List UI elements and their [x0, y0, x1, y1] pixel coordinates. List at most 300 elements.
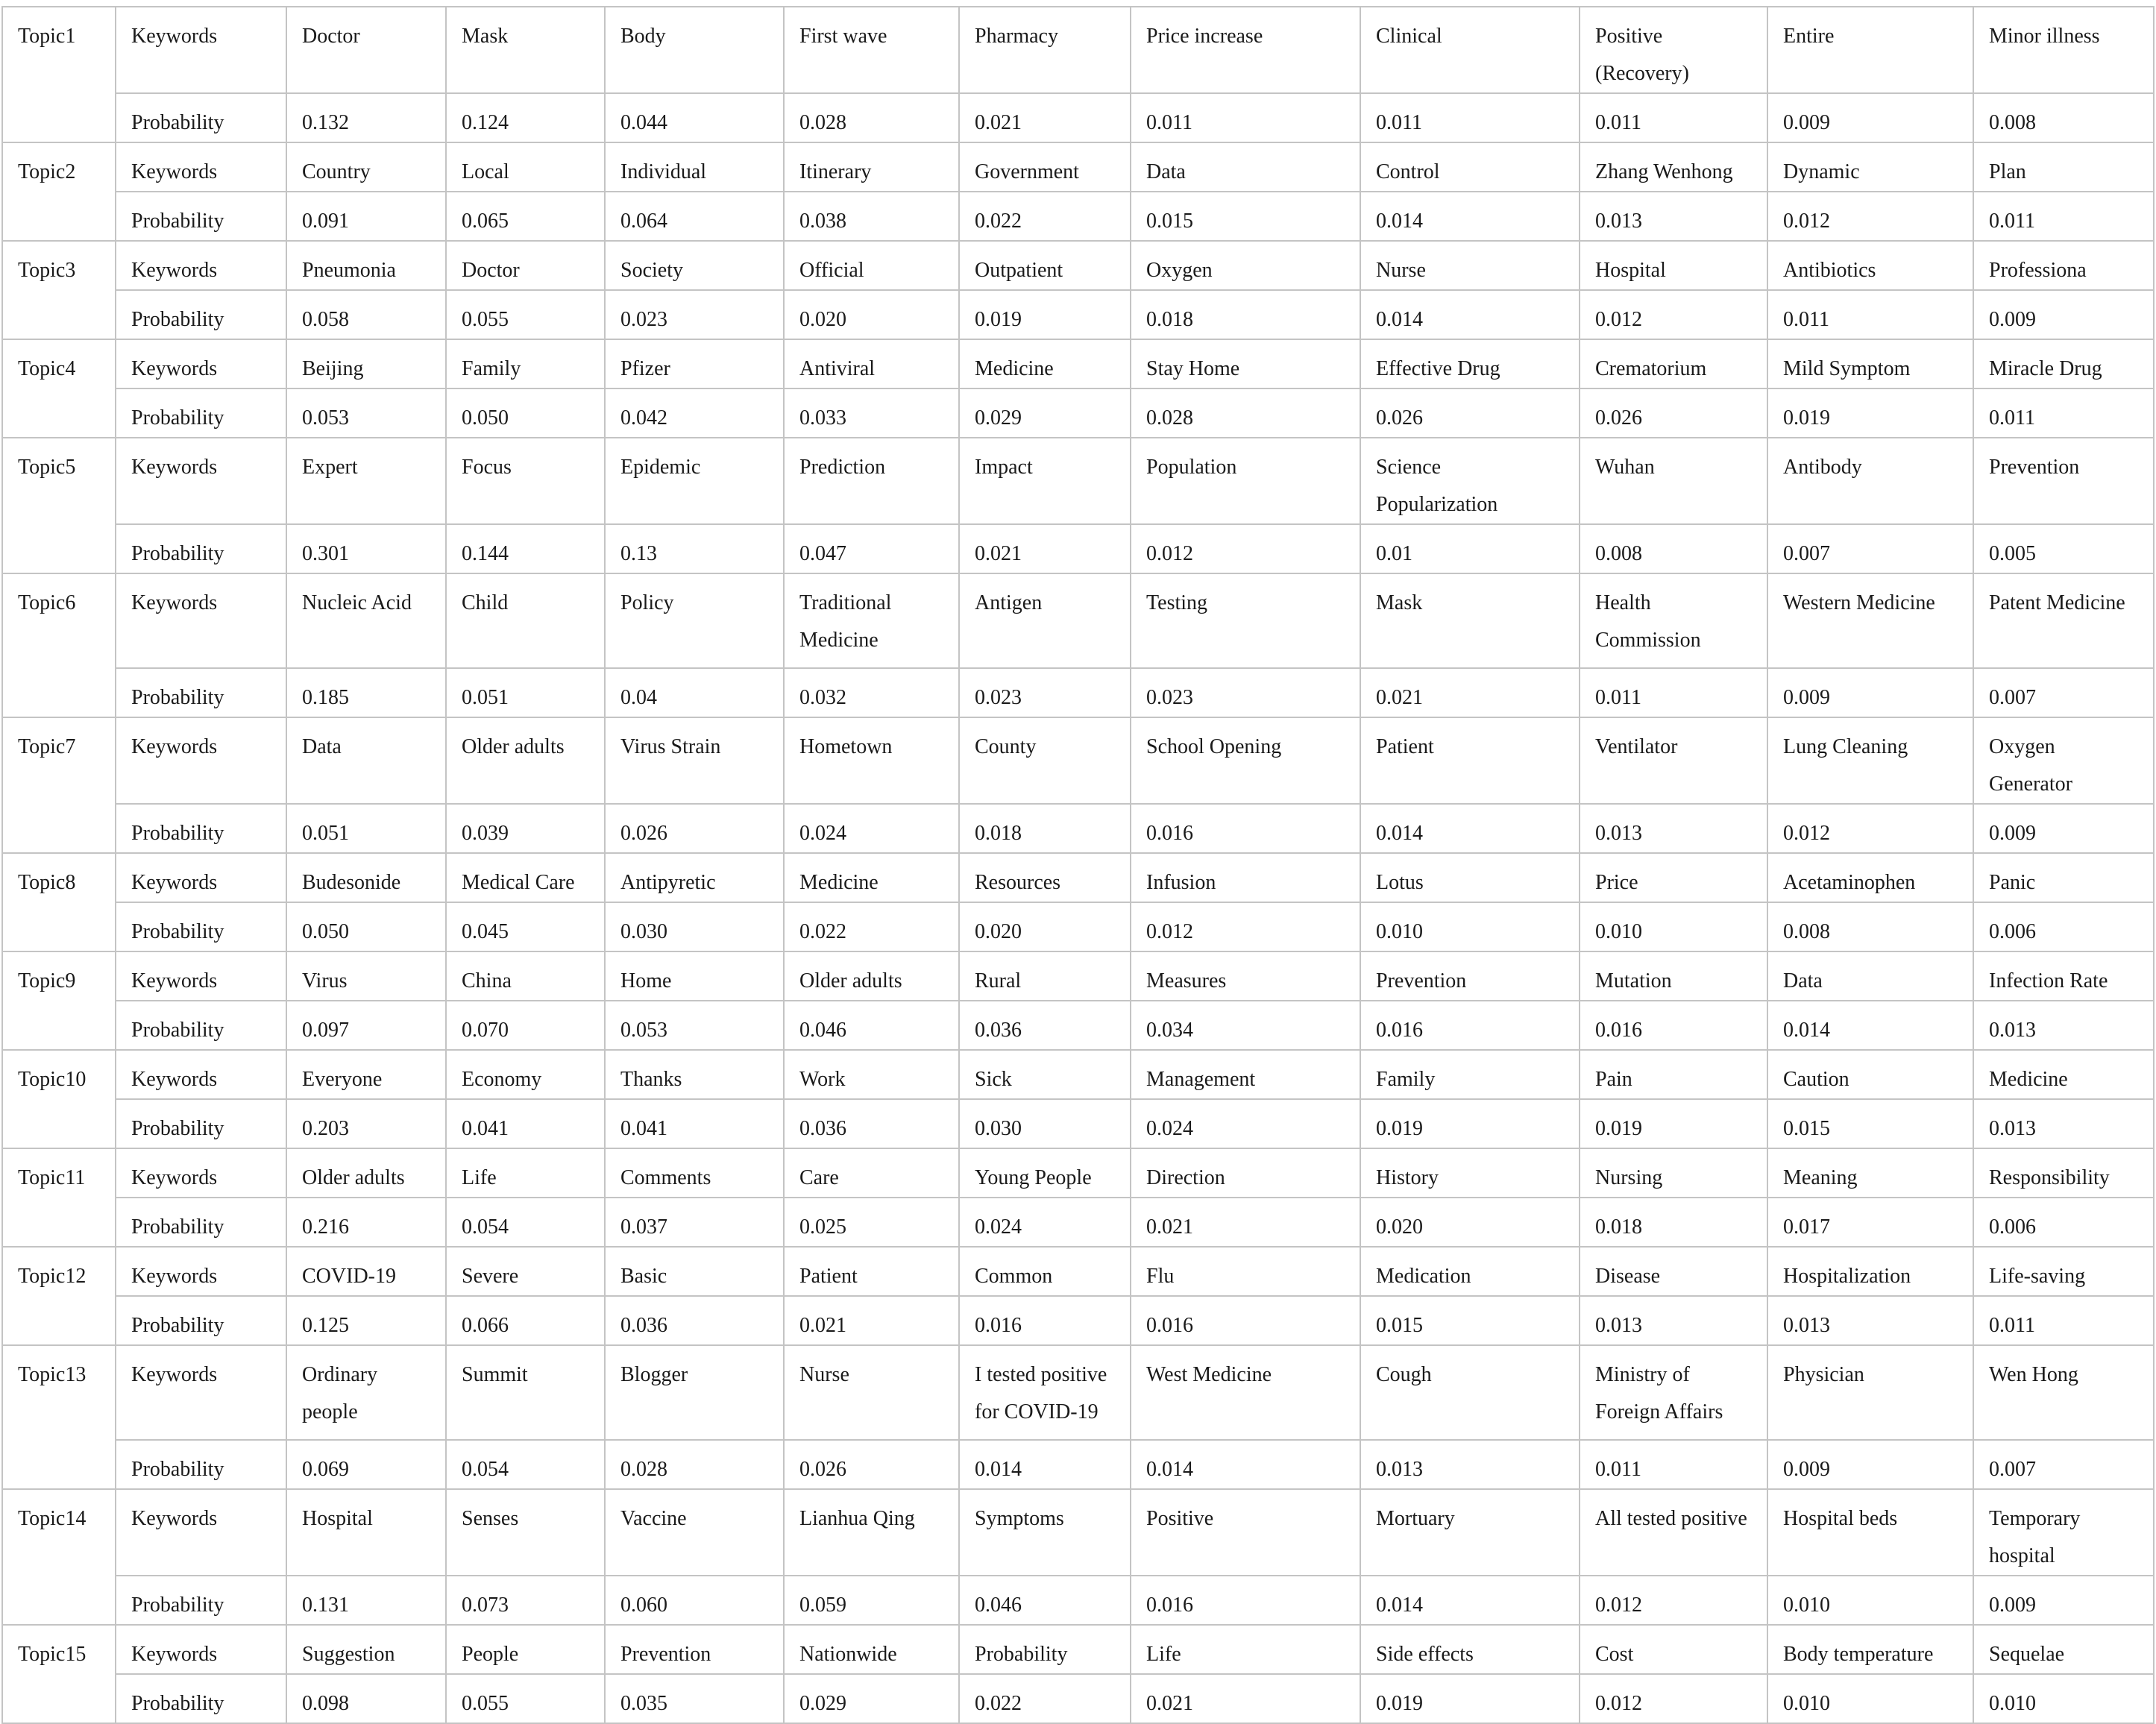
probability-cell: 0.025 [784, 1198, 959, 1247]
keyword-cell: Disease [1580, 1247, 1767, 1296]
probability-cell: 0.011 [1973, 1296, 2154, 1345]
probability-cell: 0.026 [605, 804, 784, 853]
keyword-cell: Thanks [605, 1050, 784, 1099]
probability-label: Probability [116, 902, 286, 951]
probability-cell: 0.023 [959, 668, 1131, 717]
probability-cell: 0.011 [1767, 290, 1973, 339]
keyword-cell: Care [784, 1148, 959, 1198]
probability-label: Probability [116, 93, 286, 142]
keyword-cell: Western Medicine [1767, 573, 1973, 668]
probability-label: Probability [116, 192, 286, 241]
probability-cell: 0.007 [1767, 524, 1973, 573]
probability-cell: 0.009 [1767, 1440, 1973, 1489]
keyword-cell: Antipyretic [605, 853, 784, 902]
keyword-cell: Mask [446, 7, 605, 93]
probability-cell: 0.041 [446, 1099, 605, 1148]
keyword-cell: West Medicine [1131, 1345, 1360, 1440]
keywords-label: Keywords [116, 1489, 286, 1576]
keyword-cell: Antigen [959, 573, 1131, 668]
probability-cell: 0.021 [1360, 668, 1580, 717]
probability-cell: 0.014 [1360, 1576, 1580, 1625]
keyword-cell: Entire [1767, 7, 1973, 93]
keywords-label: Keywords [116, 1247, 286, 1296]
keywords-label: Keywords [116, 573, 286, 668]
probability-row [2, 1001, 2154, 1050]
topic-label: Topic4 [2, 339, 116, 438]
probability-label: Probability [116, 1440, 286, 1489]
topic-label: Topic1 [2, 7, 116, 142]
keyword-cell: Medicine [1973, 1050, 2154, 1099]
keyword-cell: Antibiotics [1767, 241, 1973, 290]
keyword-cell: Professiona [1973, 241, 2154, 290]
probability-cell: 0.006 [1973, 1198, 2154, 1247]
keyword-cell: Medication [1360, 1247, 1580, 1296]
keyword-cell: Severe [446, 1247, 605, 1296]
keyword-cell: Price [1580, 853, 1767, 902]
keyword-cell: Hometown [784, 717, 959, 804]
keyword-cell: Pfizer [605, 339, 784, 388]
probability-cell: 0.097 [286, 1001, 446, 1050]
keyword-cell: Hospital [1580, 241, 1767, 290]
keyword-cell: Basic [605, 1247, 784, 1296]
topic-label: Topic13 [2, 1345, 116, 1489]
probability-cell: 0.054 [446, 1440, 605, 1489]
probability-cell: 0.014 [1767, 1001, 1973, 1050]
keyword-cell: Side effects [1360, 1625, 1580, 1674]
keyword-cell: Oxygen [1131, 241, 1360, 290]
keyword-cell: Responsibility [1973, 1148, 2154, 1198]
keyword-cell: Government [959, 142, 1131, 192]
keyword-cell: Economy [446, 1050, 605, 1099]
topic-label: Topic14 [2, 1489, 116, 1625]
probability-cell: 0.013 [1767, 1296, 1973, 1345]
probability-row [2, 1440, 2154, 1489]
keyword-cell: Cough [1360, 1345, 1580, 1440]
topic-keywords-table [1, 6, 2155, 1724]
keyword-cell: Expert [286, 438, 446, 524]
keyword-cell: Temporary hospital [1973, 1489, 2154, 1576]
probability-cell: 0.013 [1360, 1440, 1580, 1489]
keyword-cell: Prevention [1973, 438, 2154, 524]
probability-cell: 0.010 [1360, 902, 1580, 951]
keyword-cell: Data [286, 717, 446, 804]
keyword-cell: Ventilator [1580, 717, 1767, 804]
keyword-cell: Body temperature [1767, 1625, 1973, 1674]
keywords-row [2, 1345, 2154, 1440]
probability-cell: 0.011 [1580, 1440, 1767, 1489]
probability-cell: 0.012 [1580, 290, 1767, 339]
topic-label: Topic3 [2, 241, 116, 339]
probability-cell: 0.013 [1580, 804, 1767, 853]
probability-row [2, 668, 2154, 717]
keyword-cell: Testing [1131, 573, 1360, 668]
keyword-cell: Suggestion [286, 1625, 446, 1674]
probability-cell: 0.014 [1131, 1440, 1360, 1489]
keyword-cell: Senses [446, 1489, 605, 1576]
keyword-cell: Acetaminophen [1767, 853, 1973, 902]
topic-label: Topic6 [2, 573, 116, 717]
probability-cell: 0.046 [784, 1001, 959, 1050]
probability-cell: 0.051 [286, 804, 446, 853]
keyword-cell: Patent Medicine [1973, 573, 2154, 668]
probability-cell: 0.131 [286, 1576, 446, 1625]
keyword-cell: Price increase [1131, 7, 1360, 93]
keywords-row [2, 717, 2154, 804]
keyword-cell: Oxygen Generator [1973, 717, 2154, 804]
keywords-row [2, 1050, 2154, 1099]
probability-cell: 0.019 [1360, 1674, 1580, 1723]
keyword-cell: Summit [446, 1345, 605, 1440]
keyword-cell: Country [286, 142, 446, 192]
probability-cell: 0.023 [605, 290, 784, 339]
keywords-label: Keywords [116, 241, 286, 290]
probability-cell: 0.020 [959, 902, 1131, 951]
keyword-cell: Dynamic [1767, 142, 1973, 192]
probability-cell: 0.185 [286, 668, 446, 717]
probability-label: Probability [116, 668, 286, 717]
topic-label: Topic15 [2, 1625, 116, 1723]
keyword-cell: Ministry of Foreign Affairs [1580, 1345, 1767, 1440]
probability-cell: 0.022 [959, 192, 1131, 241]
probability-row [2, 388, 2154, 438]
keyword-cell: Older adults [784, 951, 959, 1001]
keyword-cell: Pharmacy [959, 7, 1131, 93]
probability-row [2, 290, 2154, 339]
keywords-label: Keywords [116, 1625, 286, 1674]
probability-cell: 0.050 [286, 902, 446, 951]
probability-cell: 0.050 [446, 388, 605, 438]
keyword-cell: Control [1360, 142, 1580, 192]
probability-cell: 0.005 [1973, 524, 2154, 573]
keywords-row [2, 1148, 2154, 1198]
probability-row [2, 804, 2154, 853]
probability-cell: 0.009 [1767, 93, 1973, 142]
keyword-cell: Minor illness [1973, 7, 2154, 93]
probability-cell: 0.011 [1131, 93, 1360, 142]
probability-cell: 0.010 [1580, 902, 1767, 951]
keywords-row [2, 7, 2154, 93]
keyword-cell: Blogger [605, 1345, 784, 1440]
keyword-cell: Medical Care [446, 853, 605, 902]
keyword-cell: Medicine [784, 853, 959, 902]
probability-cell: 0.016 [1131, 1576, 1360, 1625]
probability-cell: 0.030 [959, 1099, 1131, 1148]
keyword-cell: Ordinary people [286, 1345, 446, 1440]
keyword-cell: Rural [959, 951, 1131, 1001]
keyword-cell: Young People [959, 1148, 1131, 1198]
probability-cell: 0.301 [286, 524, 446, 573]
probability-cell: 0.016 [1360, 1001, 1580, 1050]
probability-cell: 0.024 [784, 804, 959, 853]
probability-cell: 0.009 [1973, 290, 2154, 339]
probability-label: Probability [116, 1296, 286, 1345]
probability-row [2, 524, 2154, 573]
keyword-cell: Lung Cleaning [1767, 717, 1973, 804]
keywords-row [2, 573, 2154, 668]
probability-cell: 0.010 [1767, 1576, 1973, 1625]
keyword-cell: Population [1131, 438, 1360, 524]
probability-cell: 0.044 [605, 93, 784, 142]
keyword-cell: Mutation [1580, 951, 1767, 1001]
keyword-cell: Local [446, 142, 605, 192]
probability-cell: 0.029 [959, 388, 1131, 438]
probability-cell: 0.010 [1973, 1674, 2154, 1723]
keywords-row [2, 142, 2154, 192]
probability-cell: 0.060 [605, 1576, 784, 1625]
keywords-row [2, 1247, 2154, 1296]
keyword-cell: China [446, 951, 605, 1001]
probability-cell: 0.012 [1580, 1674, 1767, 1723]
table-body [2, 7, 2154, 1723]
keyword-cell: Antibody [1767, 438, 1973, 524]
keyword-cell: Traditional Medicine [784, 573, 959, 668]
keyword-cell: Infusion [1131, 853, 1360, 902]
keyword-cell: Zhang Wenhong [1580, 142, 1767, 192]
probability-cell: 0.008 [1767, 902, 1973, 951]
probability-cell: 0.069 [286, 1440, 446, 1489]
probability-cell: 0.012 [1131, 902, 1360, 951]
probability-cell: 0.012 [1131, 524, 1360, 573]
probability-row [2, 93, 2154, 142]
keywords-row [2, 1489, 2154, 1576]
probability-cell: 0.022 [959, 1674, 1131, 1723]
probability-cell: 0.034 [1131, 1001, 1360, 1050]
probability-cell: 0.026 [1360, 388, 1580, 438]
probability-cell: 0.008 [1973, 93, 2154, 142]
keyword-cell: Home [605, 951, 784, 1001]
keyword-cell: Positive (Recovery) [1580, 7, 1767, 93]
keyword-cell: Comments [605, 1148, 784, 1198]
probability-cell: 0.036 [605, 1296, 784, 1345]
probability-cell: 0.011 [1360, 93, 1580, 142]
keyword-cell: Life-saving [1973, 1247, 2154, 1296]
probability-label: Probability [116, 1674, 286, 1723]
probability-cell: 0.012 [1767, 192, 1973, 241]
probability-label: Probability [116, 1001, 286, 1050]
keyword-cell: Lianhua Qing [784, 1489, 959, 1576]
keyword-cell: Life [446, 1148, 605, 1198]
probability-row [2, 1674, 2154, 1723]
keyword-cell: Mask [1360, 573, 1580, 668]
keywords-label: Keywords [116, 7, 286, 93]
probability-cell: 0.014 [1360, 192, 1580, 241]
probability-cell: 0.047 [784, 524, 959, 573]
topic-label: Topic9 [2, 951, 116, 1050]
keywords-row [2, 339, 2154, 388]
probability-cell: 0.026 [784, 1440, 959, 1489]
probability-cell: 0.021 [784, 1296, 959, 1345]
keyword-cell: Work [784, 1050, 959, 1099]
keywords-label: Keywords [116, 717, 286, 804]
probability-label: Probability [116, 524, 286, 573]
keyword-cell: Measures [1131, 951, 1360, 1001]
keyword-cell: Positive [1131, 1489, 1360, 1576]
keyword-cell: Data [1131, 142, 1360, 192]
probability-cell: 0.032 [784, 668, 959, 717]
keyword-cell: Official [784, 241, 959, 290]
keyword-cell: History [1360, 1148, 1580, 1198]
keywords-label: Keywords [116, 1050, 286, 1099]
probability-cell: 0.091 [286, 192, 446, 241]
probability-cell: 0.013 [1580, 1296, 1767, 1345]
probability-cell: 0.033 [784, 388, 959, 438]
probability-cell: 0.051 [446, 668, 605, 717]
keyword-cell: Flu [1131, 1247, 1360, 1296]
probability-row [2, 902, 2154, 951]
keywords-row [2, 438, 2154, 524]
keyword-cell: Symptoms [959, 1489, 1131, 1576]
keyword-cell: Sequelae [1973, 1625, 2154, 1674]
keyword-cell: I tested positive for COVID-19 [959, 1345, 1131, 1440]
probability-cell: 0.028 [605, 1440, 784, 1489]
topic-label: Topic8 [2, 853, 116, 951]
probability-cell: 0.009 [1973, 804, 2154, 853]
topic-label: Topic12 [2, 1247, 116, 1345]
probability-cell: 0.041 [605, 1099, 784, 1148]
probability-row [2, 1576, 2154, 1625]
probability-cell: 0.021 [1131, 1198, 1360, 1247]
topic-label: Topic2 [2, 142, 116, 241]
keyword-cell: Health Commission [1580, 573, 1767, 668]
keywords-label: Keywords [116, 1345, 286, 1440]
keyword-cell: Doctor [446, 241, 605, 290]
probability-cell: 0.009 [1767, 668, 1973, 717]
keyword-cell: Pneumonia [286, 241, 446, 290]
keyword-cell: Policy [605, 573, 784, 668]
probability-cell: 0.073 [446, 1576, 605, 1625]
probability-cell: 0.026 [1580, 388, 1767, 438]
keyword-cell: Stay Home [1131, 339, 1360, 388]
probability-cell: 0.020 [784, 290, 959, 339]
probability-cell: 0.036 [959, 1001, 1131, 1050]
keyword-cell: Meaning [1767, 1148, 1973, 1198]
probability-cell: 0.024 [1131, 1099, 1360, 1148]
keyword-cell: Lotus [1360, 853, 1580, 902]
topic-label: Topic10 [2, 1050, 116, 1148]
probability-cell: 0.012 [1580, 1576, 1767, 1625]
keyword-cell: Older adults [286, 1148, 446, 1198]
probability-cell: 0.019 [1767, 388, 1973, 438]
probability-label: Probability [116, 1576, 286, 1625]
probability-cell: 0.058 [286, 290, 446, 339]
keyword-cell: Patient [784, 1247, 959, 1296]
probability-cell: 0.065 [446, 192, 605, 241]
keyword-cell: Life [1131, 1625, 1360, 1674]
keyword-cell: Itinerary [784, 142, 959, 192]
keyword-cell: Wuhan [1580, 438, 1767, 524]
keywords-row [2, 853, 2154, 902]
keyword-cell: Vaccine [605, 1489, 784, 1576]
probability-cell: 0.016 [959, 1296, 1131, 1345]
probability-cell: 0.022 [784, 902, 959, 951]
keywords-row [2, 1625, 2154, 1674]
probability-cell: 0.015 [1131, 192, 1360, 241]
probability-row [2, 1296, 2154, 1345]
keyword-cell: Nurse [784, 1345, 959, 1440]
probability-cell: 0.042 [605, 388, 784, 438]
topic-keywords-table-container [1, 6, 2155, 1724]
keyword-cell: Sick [959, 1050, 1131, 1099]
keyword-cell: Clinical [1360, 7, 1580, 93]
keywords-label: Keywords [116, 438, 286, 524]
probability-cell: 0.019 [1580, 1099, 1767, 1148]
keyword-cell: Impact [959, 438, 1131, 524]
probability-cell: 0.01 [1360, 524, 1580, 573]
probability-cell: 0.011 [1580, 93, 1767, 142]
keyword-cell: Outpatient [959, 241, 1131, 290]
probability-cell: 0.011 [1973, 192, 2154, 241]
keyword-cell: Probability [959, 1625, 1131, 1674]
probability-cell: 0.014 [1360, 804, 1580, 853]
probability-cell: 0.020 [1360, 1198, 1580, 1247]
keyword-cell: Crematorium [1580, 339, 1767, 388]
keyword-cell: Common [959, 1247, 1131, 1296]
probability-cell: 0.014 [959, 1440, 1131, 1489]
probability-cell: 0.013 [1580, 192, 1767, 241]
probability-cell: 0.144 [446, 524, 605, 573]
topic-label: Topic5 [2, 438, 116, 573]
keyword-cell: Virus [286, 951, 446, 1001]
probability-cell: 0.028 [1131, 388, 1360, 438]
keyword-cell: Prevention [605, 1625, 784, 1674]
probability-cell: 0.011 [1580, 668, 1767, 717]
keyword-cell: Older adults [446, 717, 605, 804]
keyword-cell: Hospitalization [1767, 1247, 1973, 1296]
probability-label: Probability [116, 290, 286, 339]
topic-label: Topic11 [2, 1148, 116, 1247]
keyword-cell: People [446, 1625, 605, 1674]
keyword-cell: Management [1131, 1050, 1360, 1099]
keyword-cell: Antiviral [784, 339, 959, 388]
probability-cell: 0.04 [605, 668, 784, 717]
probability-cell: 0.015 [1767, 1099, 1973, 1148]
probability-cell: 0.125 [286, 1296, 446, 1345]
probability-cell: 0.009 [1973, 1576, 2154, 1625]
probability-cell: 0.124 [446, 93, 605, 142]
keyword-cell: Child [446, 573, 605, 668]
probability-cell: 0.018 [1580, 1198, 1767, 1247]
probability-cell: 0.064 [605, 192, 784, 241]
probability-cell: 0.013 [1973, 1099, 2154, 1148]
keyword-cell: Mild Symptom [1767, 339, 1973, 388]
probability-cell: 0.008 [1580, 524, 1767, 573]
keyword-cell: Hospital [286, 1489, 446, 1576]
probability-cell: 0.017 [1767, 1198, 1973, 1247]
keywords-label: Keywords [116, 853, 286, 902]
keyword-cell: Plan [1973, 142, 2154, 192]
keyword-cell: Family [446, 339, 605, 388]
keyword-cell: Virus Strain [605, 717, 784, 804]
probability-cell: 0.007 [1973, 1440, 2154, 1489]
keyword-cell: Mortuary [1360, 1489, 1580, 1576]
keyword-cell: Effective Drug [1360, 339, 1580, 388]
keyword-cell: Doctor [286, 7, 446, 93]
keyword-cell: Nursing [1580, 1148, 1767, 1198]
keyword-cell: School Opening [1131, 717, 1360, 804]
probability-cell: 0.015 [1360, 1296, 1580, 1345]
keyword-cell: Nurse [1360, 241, 1580, 290]
keywords-label: Keywords [116, 951, 286, 1001]
probability-cell: 0.014 [1360, 290, 1580, 339]
probability-cell: 0.018 [959, 804, 1131, 853]
keyword-cell: First wave [784, 7, 959, 93]
keyword-cell: COVID-19 [286, 1247, 446, 1296]
keyword-cell: Individual [605, 142, 784, 192]
probability-cell: 0.036 [784, 1099, 959, 1148]
probability-cell: 0.019 [959, 290, 1131, 339]
probability-label: Probability [116, 1198, 286, 1247]
keyword-cell: Direction [1131, 1148, 1360, 1198]
